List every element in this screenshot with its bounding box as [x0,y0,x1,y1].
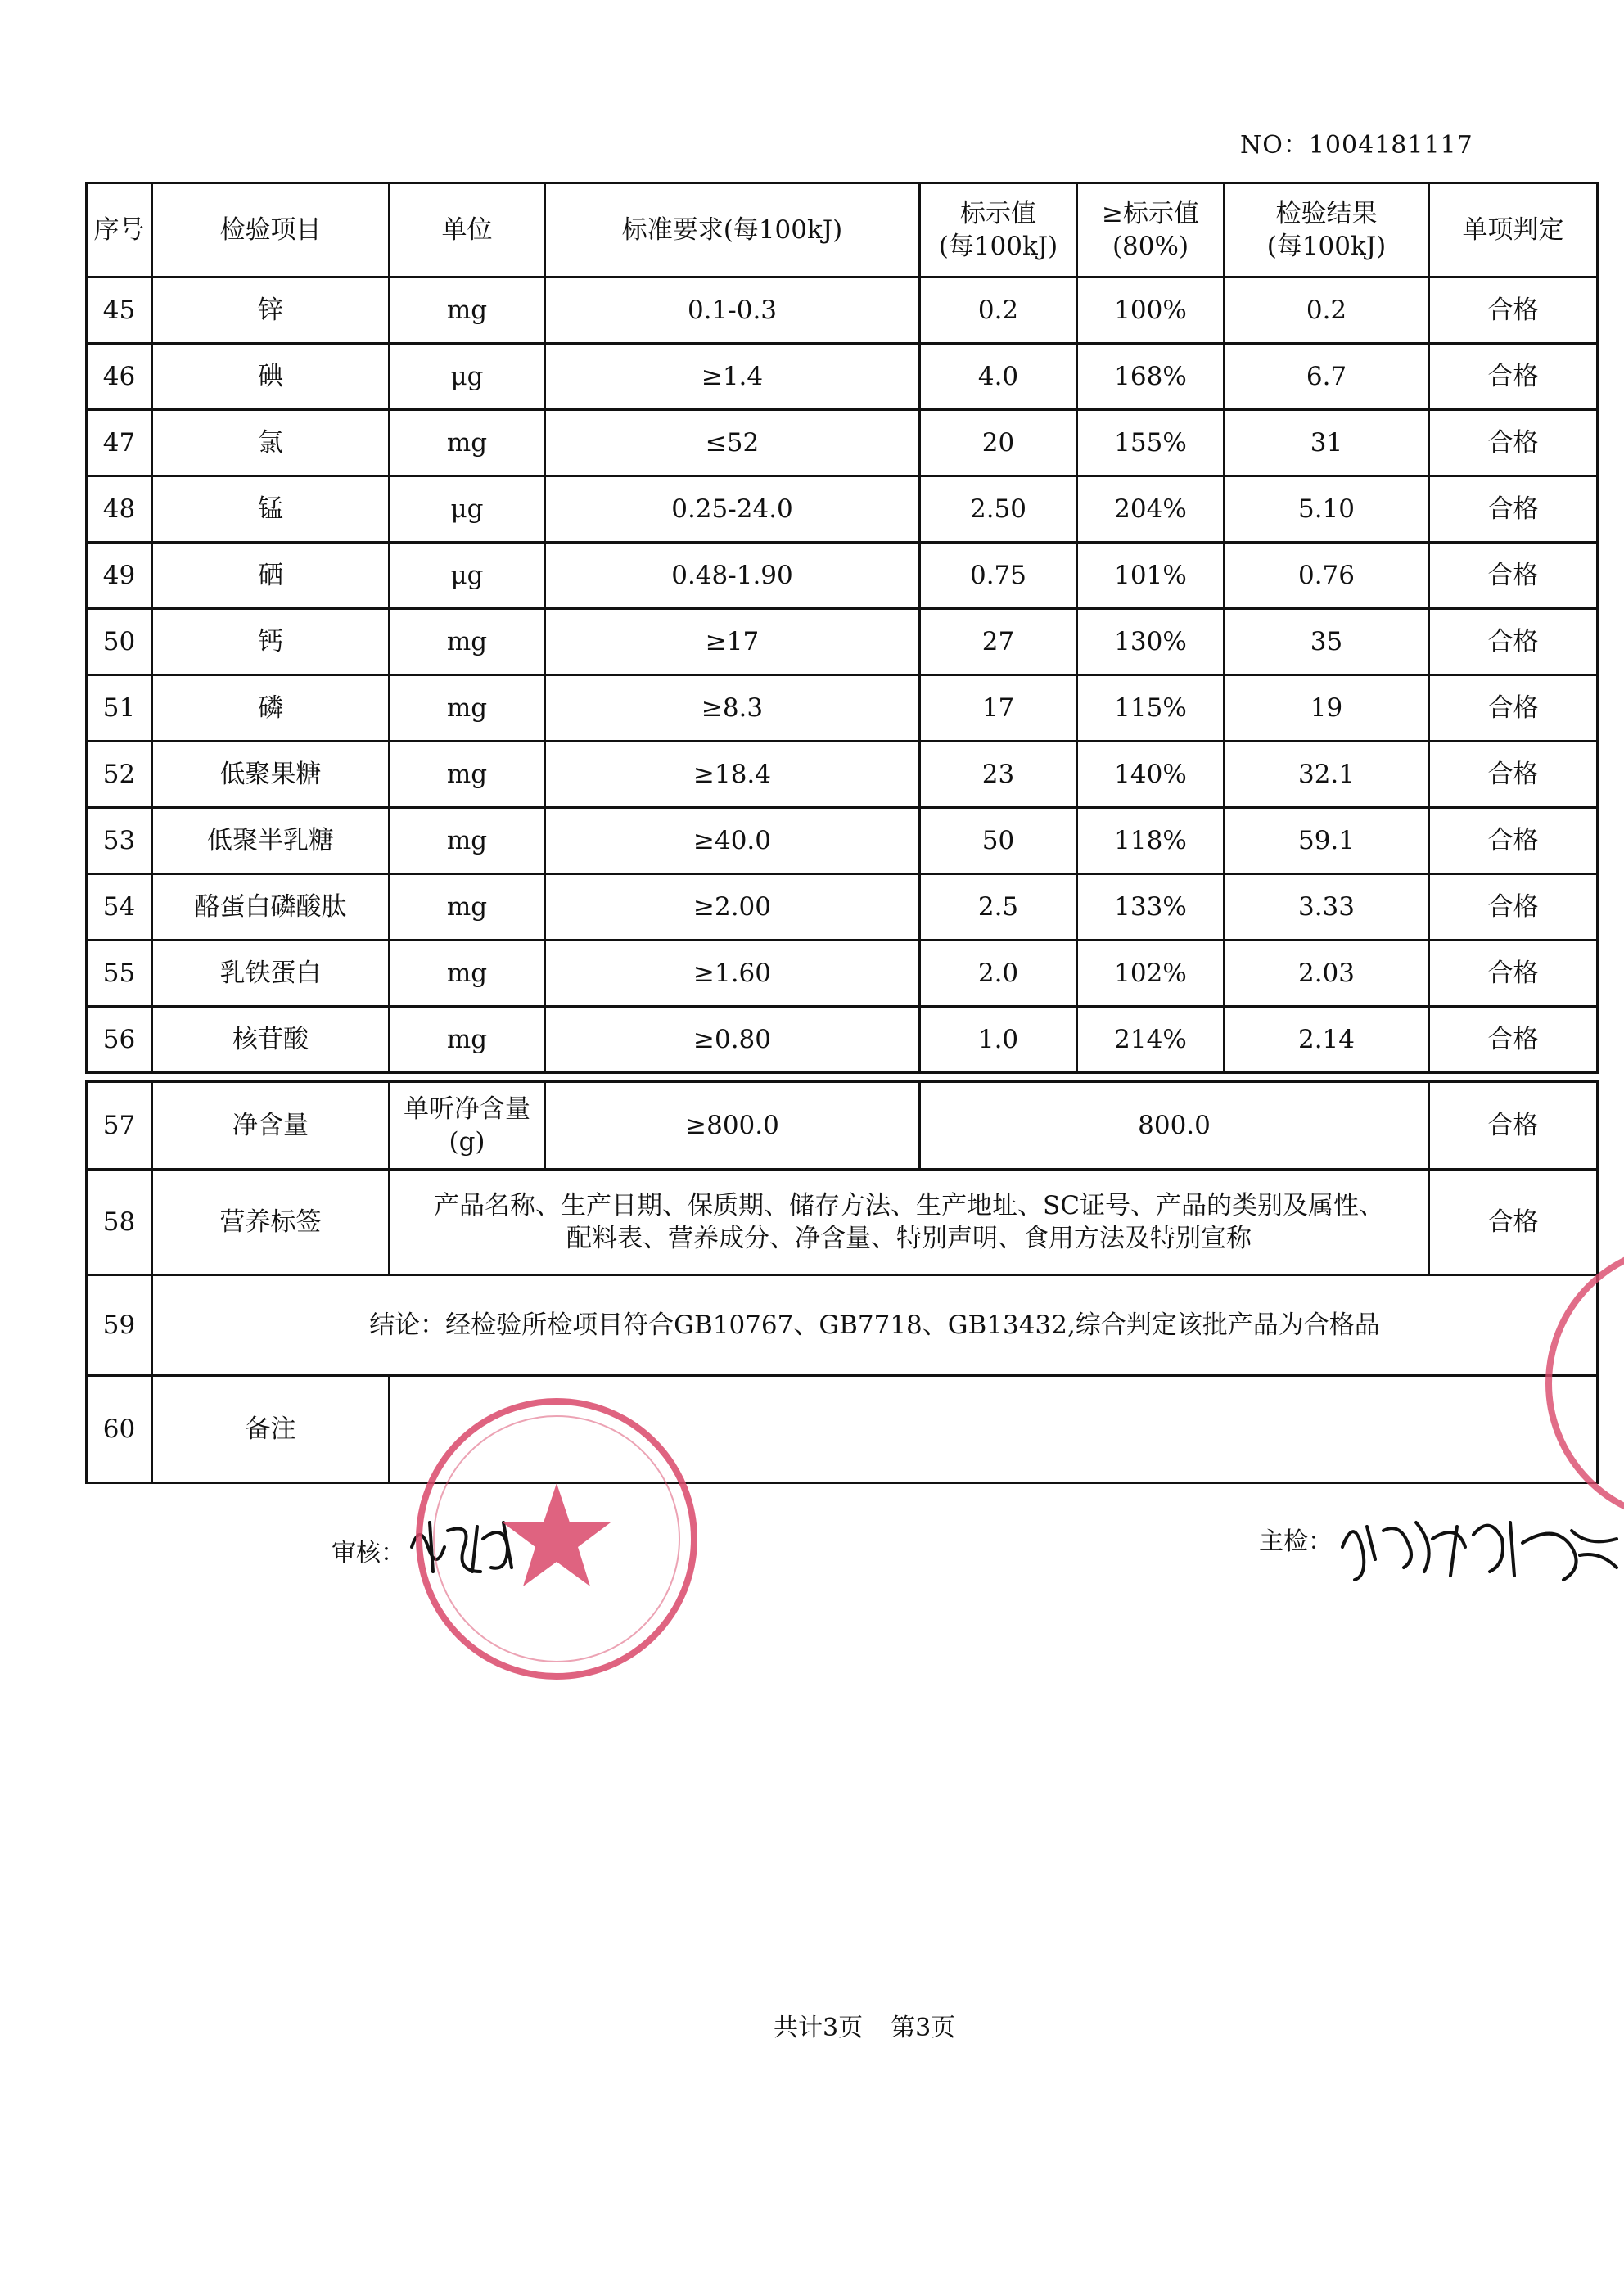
verdict: 合格 [1429,344,1598,410]
table-gap [87,1073,1598,1082]
verdict: 合格 [1429,941,1598,1007]
row-number: 47 [87,410,152,476]
unit: mg [390,410,545,476]
standard-requirement: ≥18.4 [545,742,920,808]
table-row [87,874,1598,941]
standard-requirement: ≥1.4 [545,344,920,410]
table-header-row [87,183,1598,277]
verdict: 合格 [1429,609,1598,675]
verdict: 合格 [1429,808,1598,874]
test-result: 2.03 [1225,941,1429,1007]
labeled-value: 2.0 [920,941,1077,1007]
inspection-table [85,182,1599,1484]
table-row-net-content [87,1082,1598,1170]
row-number: 53 [87,808,152,874]
row-number: 57 [87,1082,152,1170]
conclusion: 结论：经检验所检项目符合GB10767、GB7718、GB13432,综合判定该批产品为合格品 [152,1275,1598,1376]
item-name: 核苷酸 [152,1007,390,1073]
item-name: 低聚果糖 [152,742,390,808]
percent-of-label: 155% [1077,410,1225,476]
unit: μg [390,543,545,609]
labeled-value: 0.75 [920,543,1077,609]
table-row [87,344,1598,410]
header-cell: 单项判定 [1429,183,1598,277]
verdict: 合格 [1429,277,1598,344]
row-number: 48 [87,476,152,543]
item-name: 锌 [152,277,390,344]
row-number: 45 [87,277,152,344]
verdict: 合格 [1429,410,1598,476]
percent-of-label: 140% [1077,742,1225,808]
test-result: 3.33 [1225,874,1429,941]
unit: 单听净含量 (g) [390,1082,545,1170]
header-cell: 标示值 (每100kJ) [920,183,1077,277]
verdict: 合格 [1429,1082,1598,1170]
percent-of-label: 130% [1077,609,1225,675]
labeled-value: 2.5 [920,874,1077,941]
official-seal [409,1392,704,1686]
standard-requirement: 0.48-1.90 [545,543,920,609]
header-cell: ≥标示值 (80%) [1077,183,1225,277]
row-number: 52 [87,742,152,808]
standard-requirement: 0.25-24.0 [545,476,920,543]
unit: μg [390,476,545,543]
percent-of-label: 204% [1077,476,1225,543]
item-name: 低聚半乳糖 [152,808,390,874]
standard-requirement: ≤52 [545,410,920,476]
row-number: 50 [87,609,152,675]
labeled-value: 23 [920,742,1077,808]
item-name: 净含量 [152,1082,390,1170]
labeled-value: 1.0 [920,1007,1077,1073]
table-row-nutrition-label [87,1170,1598,1275]
percent-of-label: 133% [1077,874,1225,941]
row-number: 56 [87,1007,152,1073]
percent-of-label: 214% [1077,1007,1225,1073]
item-name: 乳铁蛋白 [152,941,390,1007]
labeled-value: 0.2 [920,277,1077,344]
table-row [87,609,1598,675]
verdict: 合格 [1429,476,1598,543]
item-name: 硒 [152,543,390,609]
test-result: 6.7 [1225,344,1429,410]
test-result: 5.10 [1225,476,1429,543]
percent-of-label: 102% [1077,941,1225,1007]
unit: mg [390,1007,545,1073]
percent-of-label: 118% [1077,808,1225,874]
test-result: 19 [1225,675,1429,742]
unit: mg [390,277,545,344]
standard-requirement: ≥1.60 [545,941,920,1007]
row-number: 58 [87,1170,152,1275]
table-row [87,277,1598,344]
table-row [87,543,1598,609]
row-number: 46 [87,344,152,410]
document-number: NO：1004181117 [1240,131,1473,160]
table-row [87,941,1598,1007]
unit: mg [390,941,545,1007]
unit: mg [390,742,545,808]
table-row-remarks [87,1376,1598,1483]
page-indicator [774,2007,983,2043]
test-result: 59.1 [1225,808,1429,874]
labeled-value: 27 [920,609,1077,675]
labeled-value: 50 [920,808,1077,874]
standard-requirement: ≥2.00 [545,874,920,941]
test-result: 0.2 [1225,277,1429,344]
label-requirements: 产品名称、生产日期、保质期、储存方法、生产地址、SC证号、产品的类别及属性、 配料表、营养成分、净含量、特别声明、食用方法及特别宣称 [390,1170,1429,1275]
percent-of-label: 115% [1077,675,1225,742]
item-name: 氯 [152,410,390,476]
verdict: 合格 [1429,1007,1598,1073]
test-result: 31 [1225,410,1429,476]
row-number: 60 [87,1376,152,1483]
item-name: 营养标签 [152,1170,390,1275]
unit: mg [390,609,545,675]
test-result: 32.1 [1225,742,1429,808]
percent-of-label: 101% [1077,543,1225,609]
item-name: 碘 [152,344,390,410]
item-name: 磷 [152,675,390,742]
verdict: 合格 [1429,742,1598,808]
audit-label: 审核： [332,1539,405,1568]
percent-of-label: 168% [1077,344,1225,410]
item-name: 备注 [152,1376,390,1483]
row-number: 59 [87,1275,152,1376]
current-page: 第3页 [891,2014,956,2042]
table-row [87,410,1598,476]
table-row-conclusion [87,1275,1598,1376]
row-number: 55 [87,941,152,1007]
labeled-value: 20 [920,410,1077,476]
verdict: 合格 [1429,1170,1598,1275]
unit: mg [390,675,545,742]
unit: mg [390,808,545,874]
verdict: 合格 [1429,543,1598,609]
labeled-value: 17 [920,675,1077,742]
measured-value: 800.0 [920,1082,1429,1170]
partial-seal-edge [1539,1236,1624,1531]
standard-requirement: 0.1-0.3 [545,277,920,344]
unit: mg [390,874,545,941]
table-row [87,476,1598,543]
test-result: 0.76 [1225,543,1429,609]
item-name: 钙 [152,609,390,675]
verdict: 合格 [1429,874,1598,941]
header-cell: 序号 [87,183,152,277]
verdict: 合格 [1429,675,1598,742]
table-row [87,675,1598,742]
table-row [87,808,1598,874]
labeled-value: 2.50 [920,476,1077,543]
header-cell: 标准要求(每100kJ) [545,183,920,277]
item-name: 锰 [152,476,390,543]
percent-of-label: 100% [1077,277,1225,344]
chief-inspector-label: 主检： [1259,1527,1333,1556]
standard-requirement: ≥0.80 [545,1007,920,1073]
labeled-value: 4.0 [920,344,1077,410]
test-result: 2.14 [1225,1007,1429,1073]
row-number: 49 [87,543,152,609]
row-number: 54 [87,874,152,941]
row-number: 51 [87,675,152,742]
standard-requirement: ≥800.0 [545,1082,920,1170]
table-row [87,742,1598,808]
standard-requirement: ≥8.3 [545,675,920,742]
standard-requirement: ≥40.0 [545,808,920,874]
total-pages: 共计3页 [774,2014,864,2042]
table-row [87,1007,1598,1073]
header-cell: 检验结果 (每100kJ) [1225,183,1429,277]
test-result: 35 [1225,609,1429,675]
gap-cell [87,1073,1598,1082]
unit: μg [390,344,545,410]
header-cell: 检验项目 [152,183,390,277]
standard-requirement: ≥17 [545,609,920,675]
item-name: 酪蛋白磷酸肽 [152,874,390,941]
header-cell: 单位 [390,183,545,277]
